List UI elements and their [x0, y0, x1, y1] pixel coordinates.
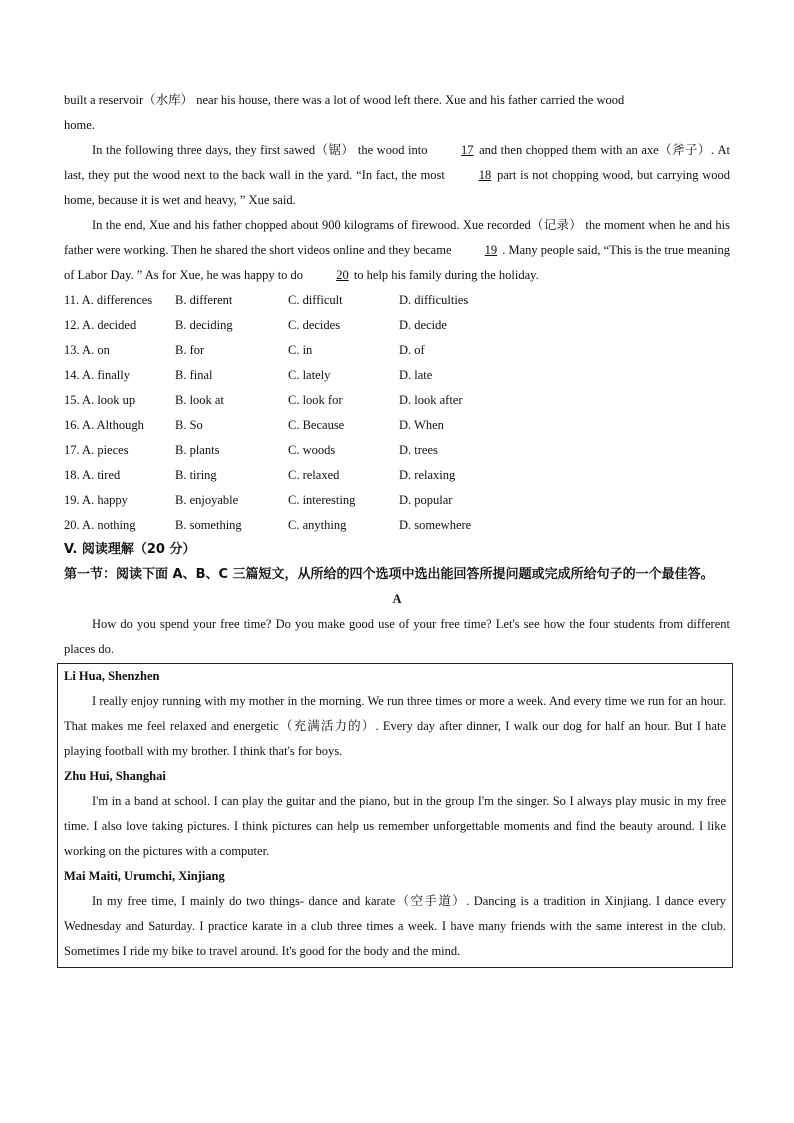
- option-choice: D. late: [399, 368, 433, 382]
- option-choice: 19. A. happy: [64, 493, 128, 507]
- section-title: V. 阅读理解（20 分）: [64, 542, 196, 557]
- option-choice: C. difficult: [288, 293, 343, 307]
- option-choice: D. look after: [399, 393, 463, 407]
- option-row: [64, 388, 730, 413]
- option-choice: B. look at: [175, 393, 224, 407]
- option-row: [64, 513, 730, 538]
- passage-paragraph-2: [64, 138, 730, 213]
- option-choice: 14. A. finally: [64, 368, 130, 382]
- student-entry: [64, 764, 726, 864]
- passage-text: home.: [64, 118, 95, 132]
- option-row: [64, 363, 730, 388]
- option-choice: C. anything: [288, 518, 347, 532]
- blank-17: 17: [461, 143, 474, 157]
- student-text: I really enjoy running with my mother in the morning. We run three times or more a week. And every time we run for an hour. That makes me feel relaxed and energetic（充满活力的）. Every day after dinner, I walk our dog for half an hour. But I hate playing football with my brother. I think that's for boys.: [64, 694, 726, 758]
- option-choice: 16. A. Although: [64, 418, 144, 432]
- option-choice: D. decide: [399, 318, 447, 332]
- option-choice: 11. A. differences: [64, 293, 153, 307]
- option-choice: C. Because: [288, 418, 345, 432]
- passage-text: In the end, Xue and his father chopped about 900 kilograms of firewood. Xue recorded（记录） the moment when he and his father were working. Then he shared the short videos online and they became: [64, 218, 730, 257]
- option-choice: 20. A. nothing: [64, 518, 136, 532]
- option-choice: C. in: [288, 343, 313, 357]
- answer-options: [64, 288, 730, 538]
- option-row: [64, 463, 730, 488]
- option-choice: D. relaxing: [399, 468, 456, 482]
- option-choice: D. of: [399, 343, 425, 357]
- blank-20: 20: [336, 268, 349, 282]
- option-choice: 12. A. decided: [64, 318, 137, 332]
- option-choice: D. difficulties: [399, 293, 469, 307]
- option-choice: B. enjoyable: [175, 493, 239, 507]
- option-choice: B. plants: [175, 443, 220, 457]
- option-choice: 13. A. on: [64, 343, 110, 357]
- option-row: [64, 338, 730, 363]
- student-entry: [64, 864, 726, 964]
- page-content: [64, 88, 730, 968]
- student-name: Li Hua, Shenzhen: [64, 669, 160, 683]
- passage-paragraph-1: [64, 88, 730, 138]
- option-choice: D. trees: [399, 443, 438, 457]
- passage-text: part is not chopping wood, but carrying wood home, because it is wet and heavy, ” Xue said.: [64, 168, 731, 207]
- passage-text: to help his family during the holiday.: [350, 268, 539, 282]
- passage-text: In the following three days, they first sawed（锯） the wood into: [92, 143, 432, 157]
- option-choice: C. decides: [288, 318, 341, 332]
- student-text: I'm in a band at school. I can play the guitar and the piano, but in the group I'm the singer. So I always play music in my free time. I also love taking pictures. I think pictures can help us remember unforgettable moments and find the beauty around. I like working on the pictures with a computer.: [64, 794, 726, 858]
- student-name: Mai Maiti, Urumchi, Xinjiang: [64, 869, 225, 883]
- option-choice: B. So: [175, 418, 203, 432]
- option-row: [64, 313, 730, 338]
- option-choice: C. relaxed: [288, 468, 340, 482]
- student-entry: [64, 664, 726, 764]
- students-box: [57, 663, 733, 968]
- option-choice: 17. A. pieces: [64, 443, 129, 457]
- reading-intro: How do you spend your free time? Do you make good use of your free time? Let's see how the four students from different places do.: [64, 617, 730, 656]
- passage-text: . Many people said, “This is the true meaning of Labor Day. ” As for Xue, he was happy to do: [64, 243, 731, 282]
- option-choice: B. different: [175, 293, 233, 307]
- blank-18: 18: [478, 168, 492, 182]
- option-choice: 15. A. look up: [64, 393, 136, 407]
- passage-text: and then chopped them with an axe（斧子）. At last, they put the wood next to the back wall in the yard. “In fact, the most: [64, 143, 730, 182]
- option-choice: C. look for: [288, 393, 343, 407]
- option-row: [64, 288, 730, 313]
- passage-text: built a reservoir（水库） near his house, there was a lot of wood left there. Xue and his father carried the wood: [64, 93, 625, 107]
- option-choice: C. lately: [288, 368, 331, 382]
- option-choice: B. for: [175, 343, 205, 357]
- option-choice: B. deciding: [175, 318, 233, 332]
- option-choice: B. something: [175, 518, 242, 532]
- option-choice: C. woods: [288, 443, 336, 457]
- section-instruction: 第一节：阅读下面 A、B、C 三篇短文，从所给的四个选项中选出能回答所提问题或完成所给句子的一个最佳答。: [64, 567, 714, 582]
- option-choice: D. popular: [399, 493, 453, 507]
- passage-paragraph-3: [64, 213, 730, 288]
- option-choice: D. somewhere: [399, 518, 472, 532]
- student-text: In my free time, I mainly do two things- dance and karate（空手道）. Dancing is a tradition in Xinjiang. I dance every Wednesday and Saturday. I practice karate in a club three times a week. I have many friends with the same interest in the club. Sometimes I ride my bike to travel around. It's good for the body and the mind.: [64, 894, 726, 958]
- passage-letter: A: [392, 592, 402, 606]
- option-choice: 18. A. tired: [64, 468, 121, 482]
- option-row: [64, 413, 730, 438]
- blank-19: 19: [484, 243, 498, 257]
- option-row: [64, 488, 730, 513]
- option-choice: B. final: [175, 368, 213, 382]
- option-choice: C. interesting: [288, 493, 356, 507]
- option-choice: B. tiring: [175, 468, 217, 482]
- option-choice: D. When: [399, 418, 444, 432]
- student-name: Zhu Hui, Shanghai: [64, 769, 166, 783]
- option-row: [64, 438, 730, 463]
